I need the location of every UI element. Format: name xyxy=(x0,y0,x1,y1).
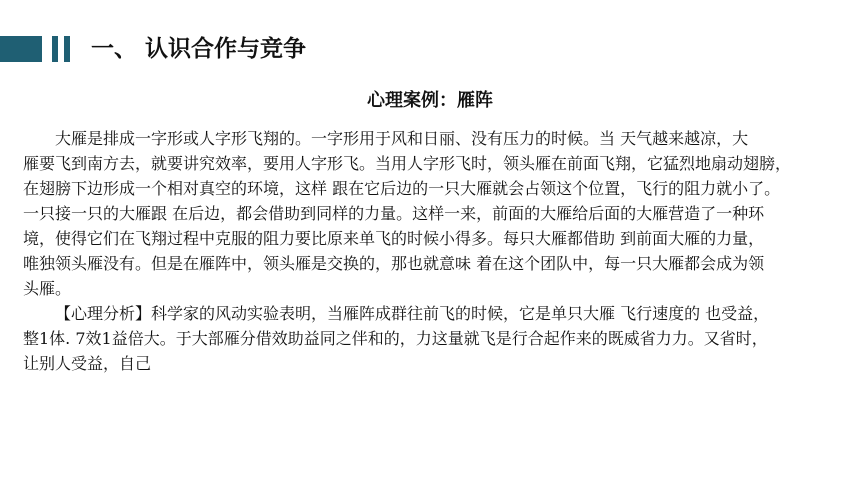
text-line: 让别人受益，自己 xyxy=(23,354,152,373)
header-accent-stripe xyxy=(52,36,58,62)
text-line: 一只接一只的大雁跟 在后边，都会借助到同样的力量。这样一来，前面的大雁给后面的大雁营造了一种环 xyxy=(23,204,765,223)
text-line: 雁要飞到南方去，就要讲究效率，要用人字形飞。当用人字形飞时，领头雁在前面飞翔，它猛烈地扇动翅膀， xyxy=(23,154,792,173)
text-line: 唯独领头雁没有。但是在雁阵中，领头雁是交换的，那也就意味 着在这个团队中，每一只大雁都会成为领 xyxy=(23,254,765,273)
text-line: 整1体. 7效1益倍大。于大部雁分借效助益同之伴和的，力这量就飞是行合起作来的既威省力力。又省时， xyxy=(23,329,768,348)
case-title: 心理案例：雁阵 xyxy=(367,90,493,111)
case-body xyxy=(23,126,835,376)
text-line: 头雁。 xyxy=(23,279,72,298)
text-line: 大雁是排成一字形或人字形飞翔的。一字形用于风和日丽、没有压力的时候。当 天气越来越凉，大 xyxy=(55,129,749,148)
text-line: 【心理分析】科学家的风动实验表明，当雁阵成群往前飞的时候，它是单只大雁 飞行速度的 也受益， xyxy=(55,304,770,323)
header-accent-bar xyxy=(0,36,42,62)
text-line: 在翅膀下边形成一个相对真空的环境，这样 跟在它后边的一只大雁就会占领这个位置，飞行的阻力就小了。 xyxy=(23,179,781,198)
header-accent-stripe xyxy=(64,36,70,62)
section-title: 一、 认识合作与竞争 xyxy=(91,36,307,62)
text-line: 境，使得它们在飞翔过程中克服的阻力要比原来单飞的时候小得多。每只大雁都借助 到前面大雁的力量， xyxy=(23,229,765,248)
